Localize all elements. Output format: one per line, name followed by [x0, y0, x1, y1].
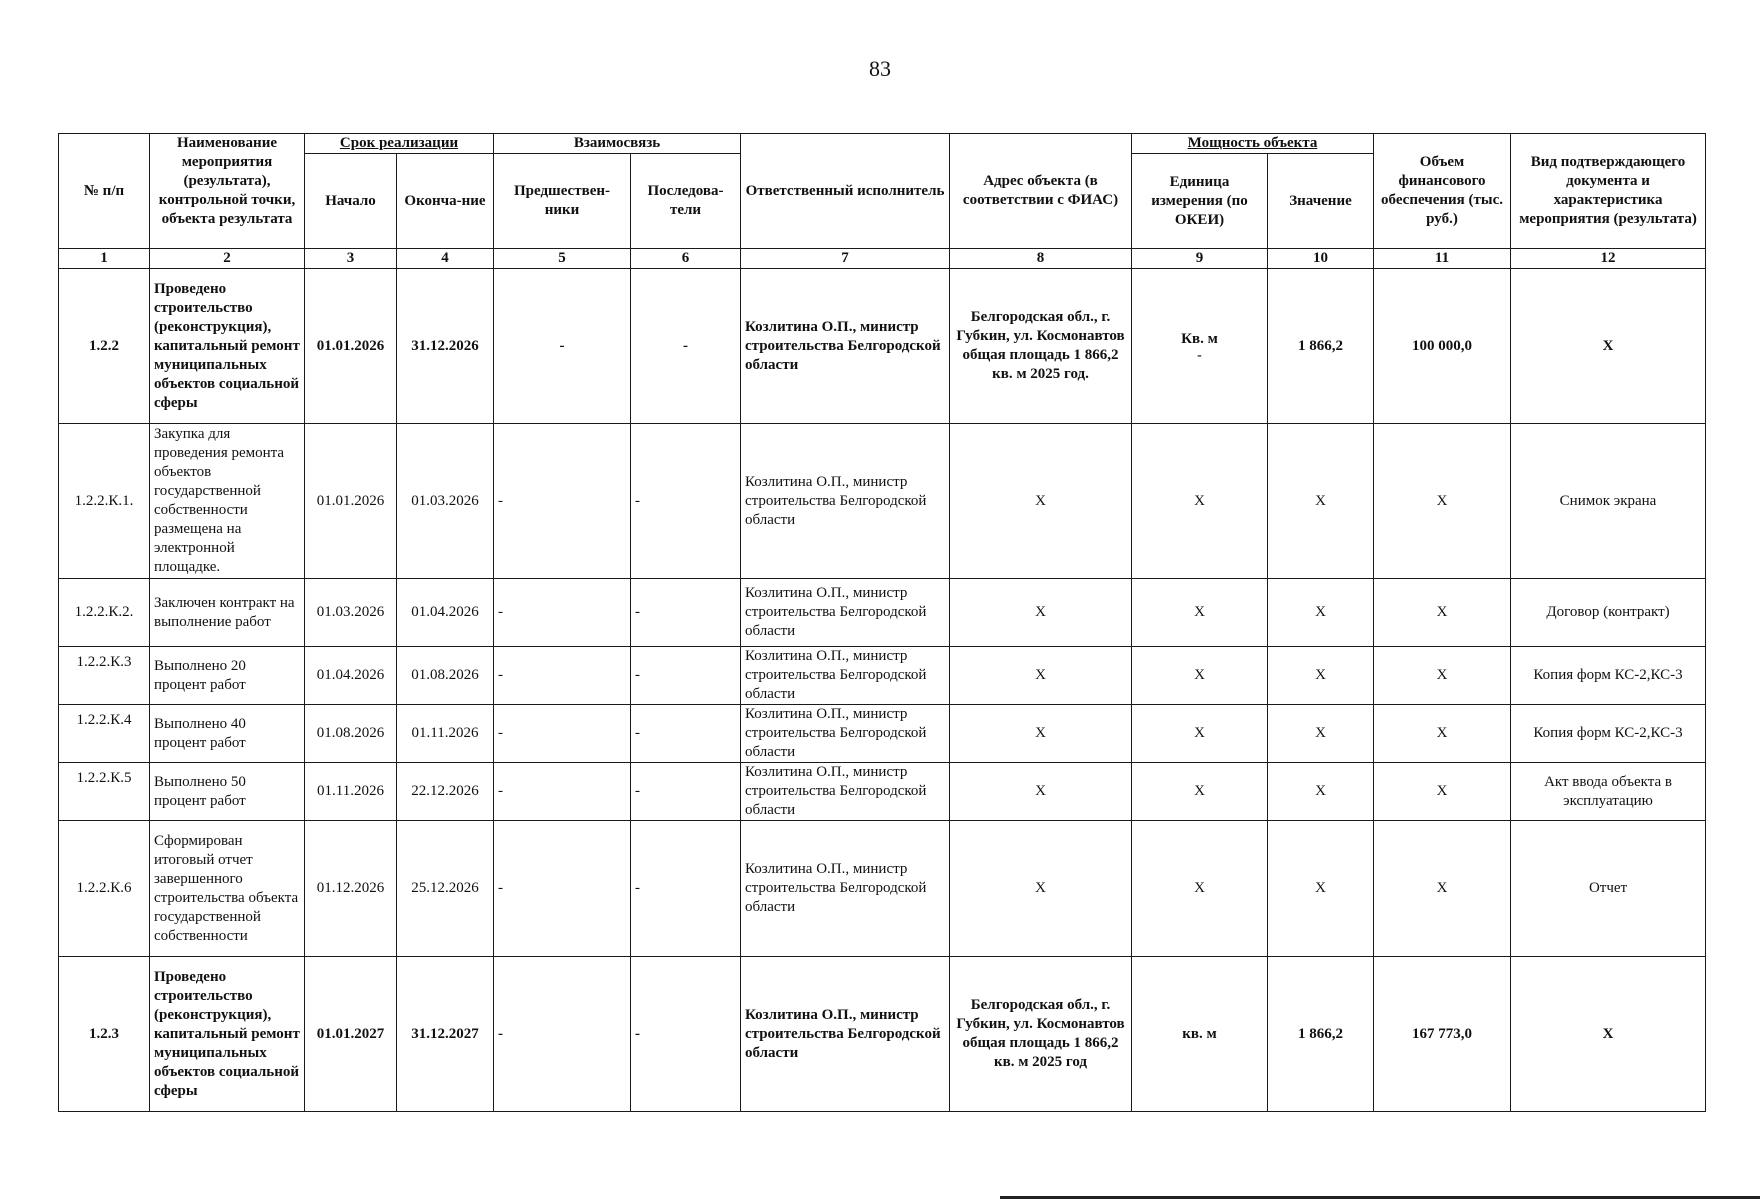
cell-value: Х — [1268, 821, 1374, 957]
column-number-row — [59, 249, 1706, 269]
cell-address: Х — [950, 579, 1132, 647]
cell-unit: Х — [1132, 424, 1268, 579]
header-relation: Взаимосвязь — [494, 134, 741, 154]
column-number: 2 — [150, 249, 305, 269]
cell-end: 01.11.2026 — [397, 705, 494, 763]
cell-funding: Х — [1374, 579, 1511, 647]
cell-address: Х — [950, 647, 1132, 705]
cell-succ: - — [631, 269, 741, 424]
cell-name: Заключен контракт на выполнение работ — [150, 579, 305, 647]
cell-unit — [1132, 269, 1268, 424]
cell-end: 31.12.2026 — [397, 269, 494, 424]
cell-funding: Х — [1374, 424, 1511, 579]
cell-unit: Х — [1132, 579, 1268, 647]
cell-start: 01.11.2026 — [305, 763, 397, 821]
cell-succ: - — [631, 763, 741, 821]
cell-unit: Х — [1132, 821, 1268, 957]
cell-funding: Х — [1374, 763, 1511, 821]
cell-unit: Х — [1132, 705, 1268, 763]
column-number: 1 — [59, 249, 150, 269]
cell-responsible: Козлитина О.П., министр строительства Белгородской области — [741, 821, 950, 957]
header-address: Адрес объекта (в соответствии с ФИАС) — [950, 134, 1132, 249]
cell-end: 25.12.2026 — [397, 821, 494, 957]
cell-succ: - — [631, 957, 741, 1112]
cell-value: 1 866,2 — [1268, 957, 1374, 1112]
header-end: Оконча-ние — [397, 154, 494, 249]
cell-start: 01.03.2026 — [305, 579, 397, 647]
cell-unit-text: Кв. м — [1181, 330, 1218, 347]
table-row — [59, 424, 1706, 579]
cell-doc: Копия форм КС-2,КС-3 — [1511, 647, 1706, 705]
table-row — [59, 763, 1706, 821]
cell-responsible: Козлитина О.П., министр строительства Белгородской области — [741, 763, 950, 821]
cell-name: Выполнено 20 процент работ — [150, 647, 305, 705]
cell-unit: Х — [1132, 763, 1268, 821]
cell-succ: - — [631, 579, 741, 647]
cell-no: 1.2.2.К.1. — [59, 424, 150, 579]
cell-pred: - — [494, 957, 631, 1112]
cell-doc: Копия форм КС-2,КС-3 — [1511, 705, 1706, 763]
cell-responsible: Козлитина О.П., министр строительства Белгородской области — [741, 269, 950, 424]
cell-no: 1.2.2.К.5 — [59, 763, 150, 821]
cell-end: 31.12.2027 — [397, 957, 494, 1112]
cell-doc: Снимок экрана — [1511, 424, 1706, 579]
cell-start: 01.01.2027 — [305, 957, 397, 1112]
cell-pred: - — [494, 424, 631, 579]
cell-doc: Акт ввода объекта в эксплуатацию — [1511, 763, 1706, 821]
cell-pred: - — [494, 647, 631, 705]
cell-unit-mark: - — [1197, 347, 1202, 363]
cell-pred: - — [494, 705, 631, 763]
cell-name: Сформирован итоговый отчет завершенного строительства объекта государственной собственности — [150, 821, 305, 957]
header-responsible: Ответственный исполнитель — [741, 134, 950, 249]
cell-name: Проведено строительство (реконструкция), капитальный ремонт муниципальных объектов социальной сферы — [150, 269, 305, 424]
table-row — [59, 579, 1706, 647]
column-number: 9 — [1132, 249, 1268, 269]
column-number: 3 — [305, 249, 397, 269]
cell-succ: - — [631, 424, 741, 579]
cell-responsible: Козлитина О.П., министр строительства Белгородской области — [741, 957, 950, 1112]
cell-funding: Х — [1374, 647, 1511, 705]
column-number: 4 — [397, 249, 494, 269]
cell-succ: - — [631, 705, 741, 763]
column-number: 6 — [631, 249, 741, 269]
header-unit: Единица измерения (по ОКЕИ) — [1132, 154, 1268, 249]
cell-funding: Х — [1374, 705, 1511, 763]
table-row — [59, 821, 1706, 957]
page-number: 83 — [869, 56, 891, 81]
cell-start: 01.08.2026 — [305, 705, 397, 763]
cell-name: Выполнено 50 процент работ — [150, 763, 305, 821]
header-row-1 — [59, 134, 1706, 154]
header-no: № п/п — [59, 134, 150, 249]
cell-no: 1.2.2.К.3 — [59, 647, 150, 705]
cell-no: 1.2.2.К.2. — [59, 579, 150, 647]
cell-pred: - — [494, 579, 631, 647]
table-row — [59, 957, 1706, 1112]
cell-end: 01.04.2026 — [397, 579, 494, 647]
cell-responsible: Козлитина О.П., министр строительства Белгородской области — [741, 647, 950, 705]
header-pred: Предшествен-ники — [494, 154, 631, 249]
cell-unit: Х — [1132, 647, 1268, 705]
cell-doc: Отчет — [1511, 821, 1706, 957]
cell-no: 1.2.2.К.4 — [59, 705, 150, 763]
table-row — [59, 647, 1706, 705]
cell-address: Белгородская обл., г. Губкин, ул. Космонавтов общая площадь 1 866,2 кв. м 2025 год. — [950, 269, 1132, 424]
column-number: 8 — [950, 249, 1132, 269]
cell-pred: - — [494, 763, 631, 821]
cell-doc: Х — [1511, 269, 1706, 424]
cell-responsible: Козлитина О.П., министр строительства Белгородской области — [741, 705, 950, 763]
header-name: Наименование мероприятия (результата), контрольной точки, объекта результата — [150, 134, 305, 249]
column-number: 11 — [1374, 249, 1511, 269]
cell-name: Проведено строительство (реконструкция), капитальный ремонт муниципальных объектов социальной сферы — [150, 957, 305, 1112]
header-capacity: Мощность объекта — [1132, 134, 1374, 154]
scan-edge-line — [1000, 1196, 1760, 1199]
cell-value: Х — [1268, 579, 1374, 647]
cell-name: Закупка для проведения ремонта объектов государственной собственности размещена на электронной площадке. — [150, 424, 305, 579]
column-number: 12 — [1511, 249, 1706, 269]
cell-funding: Х — [1374, 821, 1511, 957]
cell-value: Х — [1268, 647, 1374, 705]
cell-no: 1.2.2.К.6 — [59, 821, 150, 957]
cell-start: 01.01.2026 — [305, 424, 397, 579]
cell-start: 01.01.2026 — [305, 269, 397, 424]
cell-address: Х — [950, 821, 1132, 957]
cell-no: 1.2.3 — [59, 957, 150, 1112]
cell-funding: 100 000,0 — [1374, 269, 1511, 424]
header-doc-type: Вид подтверждающего документа и характеристика мероприятия (результата) — [1511, 134, 1706, 249]
table-row — [59, 705, 1706, 763]
cell-succ: - — [631, 647, 741, 705]
cell-address: Х — [950, 424, 1132, 579]
cell-end: 01.03.2026 — [397, 424, 494, 579]
plan-table — [58, 133, 1706, 1112]
cell-value: Х — [1268, 424, 1374, 579]
column-number: 10 — [1268, 249, 1374, 269]
cell-value: 1 866,2 — [1268, 269, 1374, 424]
cell-value: Х — [1268, 763, 1374, 821]
header-term: Срок реализации — [305, 134, 494, 154]
cell-doc: Договор (контракт) — [1511, 579, 1706, 647]
header-start: Начало — [305, 154, 397, 249]
column-number: 7 — [741, 249, 950, 269]
cell-name: Выполнено 40 процент работ — [150, 705, 305, 763]
cell-unit: кв. м — [1132, 957, 1268, 1112]
cell-start: 01.12.2026 — [305, 821, 397, 957]
cell-end: 22.12.2026 — [397, 763, 494, 821]
cell-responsible: Козлитина О.П., министр строительства Белгородской области — [741, 424, 950, 579]
cell-no: 1.2.2 — [59, 269, 150, 424]
cell-address: Х — [950, 705, 1132, 763]
cell-address: Х — [950, 763, 1132, 821]
header-funding: Объем финансового обеспечения (тыс. руб.) — [1374, 134, 1511, 249]
header-succ: Последова-тели — [631, 154, 741, 249]
cell-pred: - — [494, 821, 631, 957]
cell-responsible: Козлитина О.П., министр строительства Белгородской области — [741, 579, 950, 647]
cell-doc: Х — [1511, 957, 1706, 1112]
cell-succ: - — [631, 821, 741, 957]
cell-start: 01.04.2026 — [305, 647, 397, 705]
cell-funding: 167 773,0 — [1374, 957, 1511, 1112]
cell-address: Белгородская обл., г. Губкин, ул. Космонавтов общая площадь 1 866,2 кв. м 2025 год — [950, 957, 1132, 1112]
cell-end: 01.08.2026 — [397, 647, 494, 705]
cell-value: Х — [1268, 705, 1374, 763]
header-value: Значение — [1268, 154, 1374, 249]
table-row — [59, 269, 1706, 424]
column-number: 5 — [494, 249, 631, 269]
cell-pred: - — [494, 269, 631, 424]
